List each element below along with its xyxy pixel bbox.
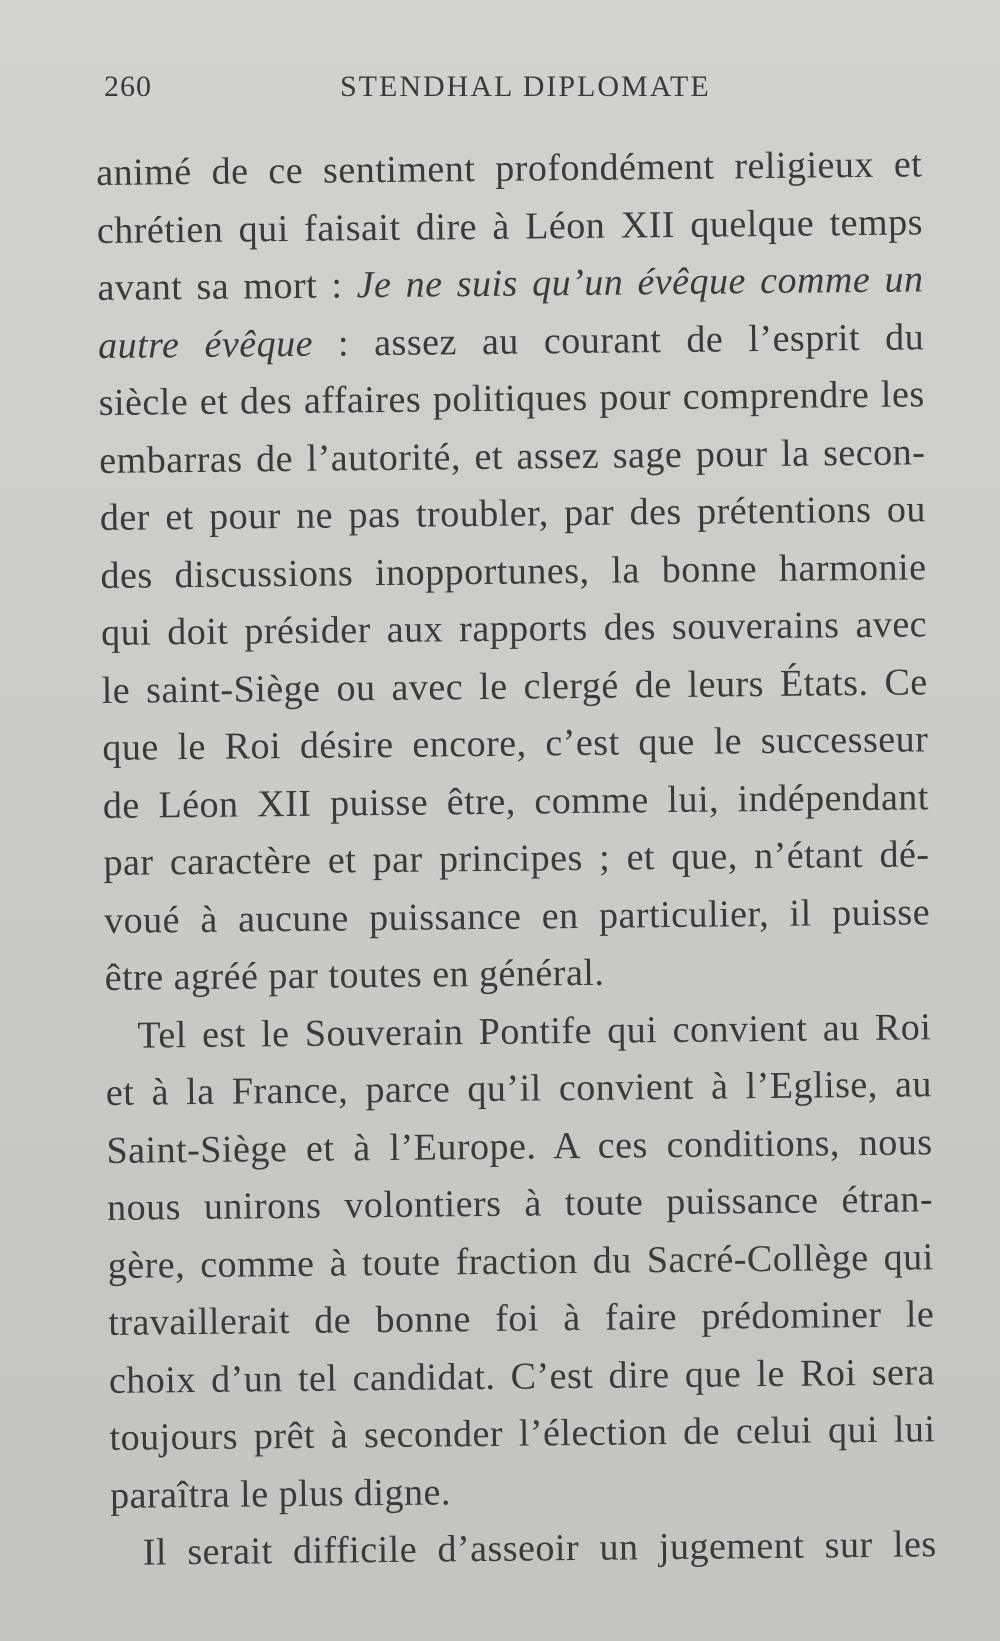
text-line: paraîtra le plus digne. [109, 1470, 452, 1517]
text-line: le saint-Siège ou avec le clergé de leurs États. Ce [101, 660, 928, 712]
page-number: 260 [104, 70, 152, 103]
text-line: que le Roi désire encore, c’est que le successeur [102, 718, 929, 769]
text-line: Tel est le Souverain Pontife qui convient au Roi [137, 1005, 932, 1057]
text-segment: avant sa mort : [97, 264, 343, 309]
text-line: embarras de l’autorité, et assez sage pour la secon- [99, 430, 926, 482]
italic-quote: autre évêque [97, 322, 314, 367]
text-line: siècle et des affaires politiques pour comprendre les [98, 373, 925, 424]
text-line [98, 309, 925, 375]
text-line: chrétien qui faisait dire à Léon XII quelque temps [96, 200, 924, 252]
running-title: STENDHAL DIPLOMATE [340, 70, 711, 103]
text-line: animé de ce sentiment profondément religieux et [96, 143, 923, 194]
text-line: et à la France, parce qu’il convient à l’Eglise, au [105, 1063, 933, 1114]
text-line [97, 251, 924, 317]
body-text [96, 136, 937, 1582]
text-segment: : assez au courant de l’esprit du [337, 315, 925, 364]
text-line: par caractère et par principes ; et que, n’étant dé- [103, 833, 930, 884]
text-line: être agréé par toutes en général. [104, 951, 605, 999]
text-line: voué à aucune puissance en particulier, il puisse [103, 890, 931, 942]
text-line: toujours prêt à seconder l’élection de celui qui lui [109, 1408, 936, 1459]
text-line: choix d’un tel candidat. C’est dire que le Roi sera [108, 1350, 936, 1402]
text-line: qui doit présider aux rapports des souverains avec [100, 603, 928, 654]
text-line: nous unirons volontiers à toute puissance étran- [106, 1178, 934, 1229]
text-line: des discussions inopportunes, la bonne harmonie [100, 545, 927, 597]
text-line: Saint-Siège et à l’Europe. A ces conditions, nous [106, 1120, 933, 1172]
text-line: der et pour ne pas troubler, par des prétentions ou [99, 488, 927, 539]
text-line: de Léon XII puisse être, comme lui, indépendant [102, 775, 930, 827]
italic-quote: Je ne suis qu’un évêque comme un [356, 258, 924, 307]
text-line: travaillerait de bonne foi à faire prédominer le [108, 1293, 935, 1344]
text-line: gère, comme à toute fraction du Sacré-Collège qui [107, 1235, 934, 1287]
text-line: Il serait difficile d’asseoir un jugement sur les [142, 1523, 937, 1574]
page-header [104, 70, 914, 110]
